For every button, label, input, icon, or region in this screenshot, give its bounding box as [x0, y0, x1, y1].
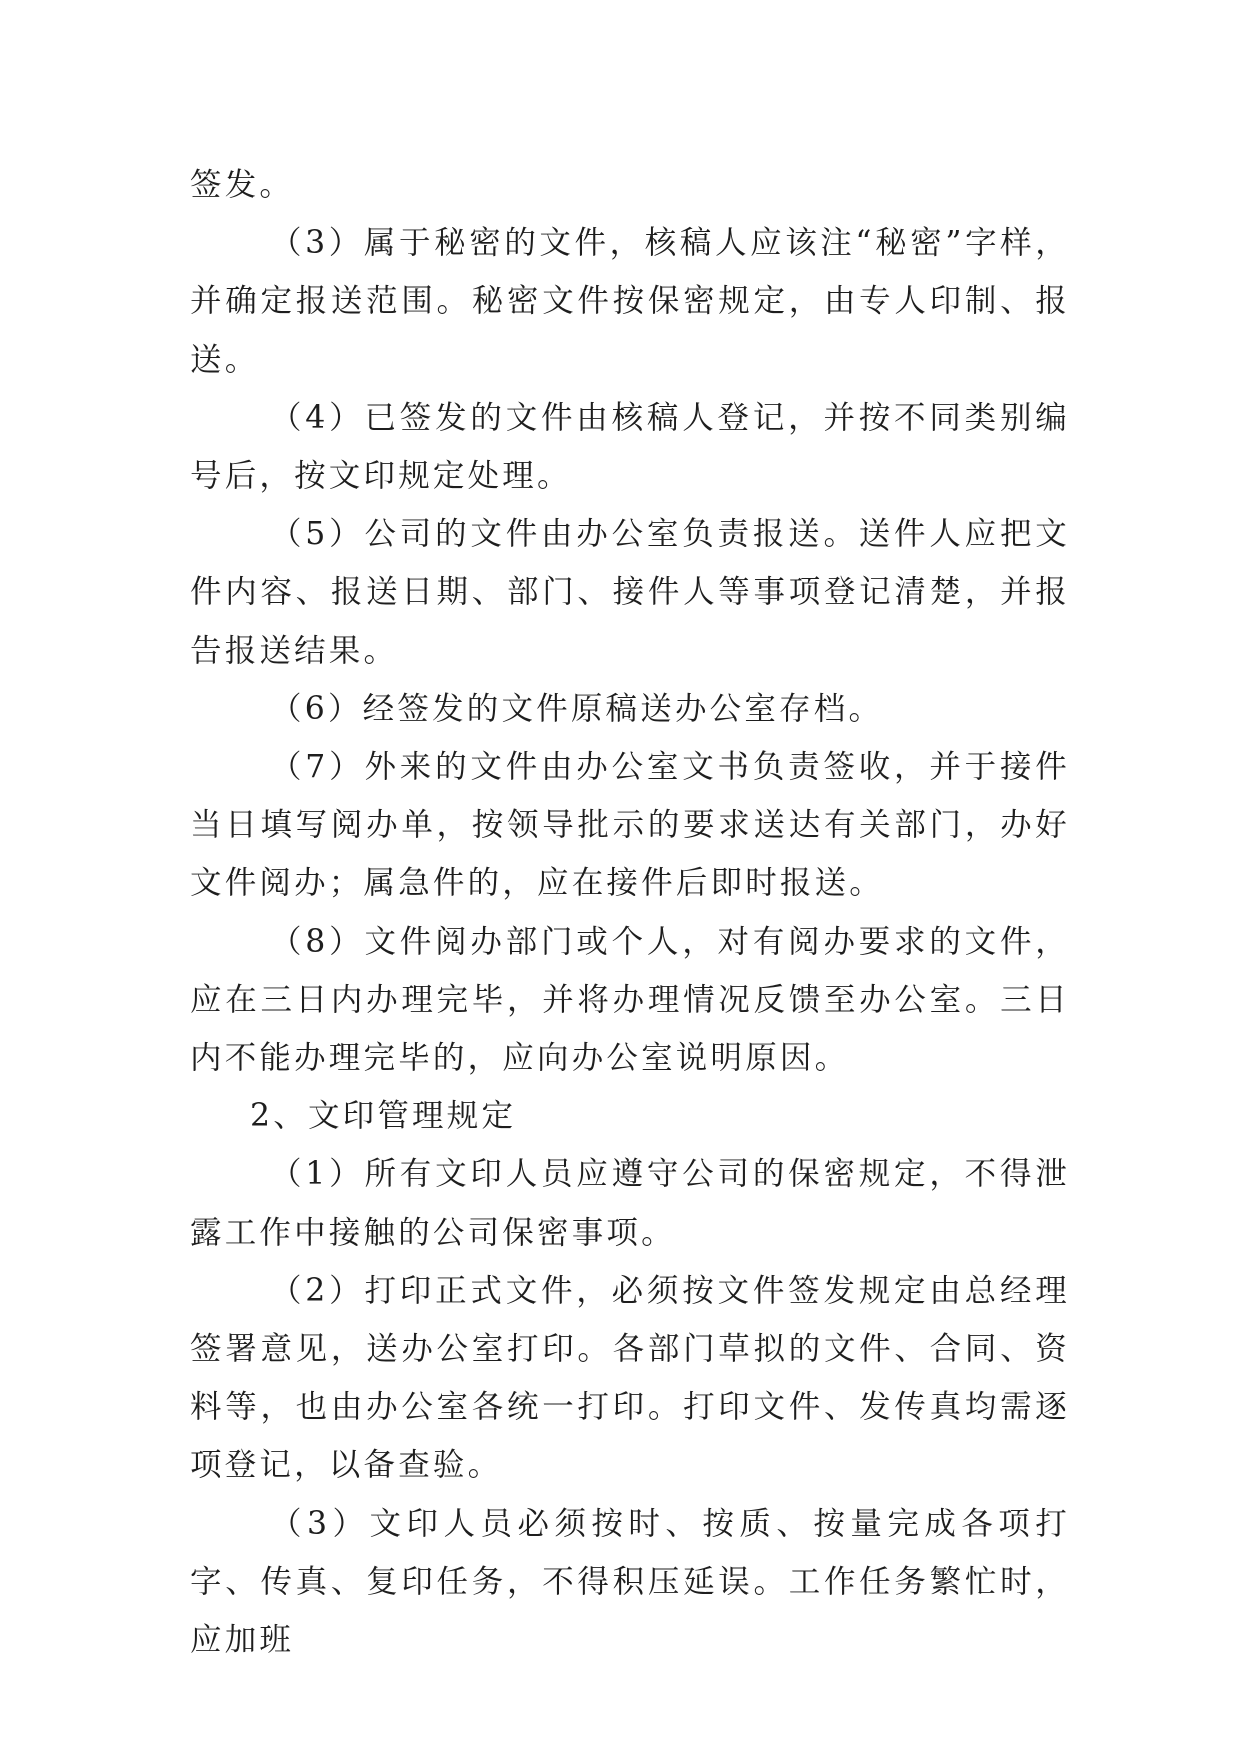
- document-body: [190, 156, 1070, 1669]
- paragraph-item-3-confidential: （3）属于秘密的文件，核稿人应该注“秘密”字样，并确定报送范围。秘密文件按保密规定，由专人印制、报送。: [190, 225, 1070, 378]
- paragraph-printing-item-1: （1）所有文印人员应遵守公司的保密规定，不得泄露工作中接触的公司保密事项。: [190, 1156, 1070, 1251]
- paragraph-item-8-processing: （8）文件阅办部门或个人，对有阅办要求的文件，应在三日内办理完毕，并将办理情况反馈至办公室。三日内不能办理完毕的，应向办公室说明原因。: [190, 923, 1070, 1077]
- paragraph-item-6-archive: （6）经签发的文件原稿送办公室存档。: [270, 690, 884, 727]
- section-heading-printing-rules: 2、文印管理规定: [250, 1098, 517, 1135]
- paragraph-printing-item-3: （3）文印人员必须按时、按质、按量完成各项打字、传真、复印任务，不得积压延误。工作任务繁忙时，应加班: [190, 1505, 1070, 1659]
- paragraph-printing-item-2: （2）打印正式文件，必须按文件签发规定由总经理签署意见，送办公室打印。各部门草拟的文件、合同、资料等，也由办公室各统一打印。打印文件、发传真均需逐项登记，以备查验。: [190, 1272, 1070, 1484]
- paragraph-item-4-registration: （4）已签发的文件由核稿人登记，并按不同类别编号后，按文印规定处理。: [190, 399, 1070, 495]
- paragraph-item-5-delivery: （5）公司的文件由办公室负责报送。送件人应把文件内容、报送日期、部门、接件人等事项登记清楚，并报告报送结果。: [190, 516, 1070, 669]
- paragraph-continuation: 签发。: [190, 167, 295, 203]
- paragraph-item-7-incoming: （7）外来的文件由办公室文书负责签收，并于接件当日填写阅办单，按领导批示的要求送达有关部门，办好文件阅办；属急件的，应在接件后即时报送。: [190, 749, 1070, 902]
